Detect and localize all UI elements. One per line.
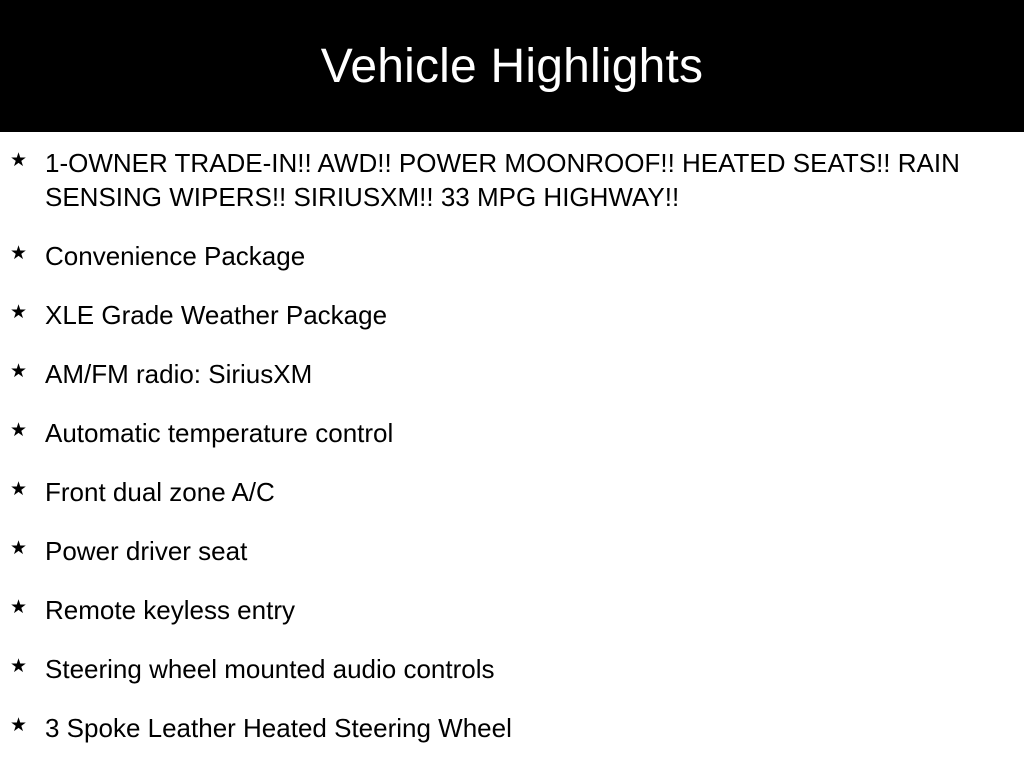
list-item	[10, 711, 984, 745]
highlight-text: AM/FM radio: SiriusXM	[45, 359, 313, 389]
list-item	[10, 298, 984, 332]
highlight-text: Power driver seat	[45, 536, 248, 566]
list-item	[10, 593, 984, 627]
highlight-text: Convenience Package	[45, 241, 306, 271]
star-bullet-icon: ★	[10, 150, 28, 171]
highlight-text: 1-OWNER TRADE-IN!! AWD!! POWER MOONROOF!! HEATED SEATS!! RAIN SENSING WIPERS!! SIRIUSXM!! 33 MPG HIGHWAY!!	[45, 148, 960, 212]
highlight-text: 3 Spoke Leather Heated Steering Wheel	[45, 713, 512, 743]
highlight-text: Steering wheel mounted audio controls	[45, 654, 495, 684]
star-bullet-icon: ★	[10, 361, 28, 382]
highlight-text: XLE Grade Weather Package	[45, 300, 388, 330]
page-title: Vehicle Highlights	[320, 39, 704, 93]
highlights-list	[0, 132, 1024, 745]
highlight-text: Remote keyless entry	[45, 595, 295, 625]
list-item	[10, 416, 984, 450]
star-bullet-icon: ★	[10, 597, 28, 618]
list-item	[10, 239, 984, 273]
list-item	[10, 475, 984, 509]
star-bullet-icon: ★	[10, 656, 28, 677]
list-item	[10, 652, 984, 686]
star-bullet-icon: ★	[10, 243, 28, 264]
list-item	[10, 534, 984, 568]
list-item	[10, 357, 984, 391]
highlight-text: Front dual zone A/C	[45, 477, 275, 507]
star-bullet-icon: ★	[10, 302, 28, 323]
header-bar	[0, 0, 1024, 132]
star-bullet-icon: ★	[10, 420, 28, 441]
highlight-text: Automatic temperature control	[45, 418, 394, 448]
list-item	[10, 146, 984, 214]
star-bullet-icon: ★	[10, 479, 28, 500]
star-bullet-icon: ★	[10, 538, 28, 559]
star-bullet-icon: ★	[10, 715, 28, 736]
